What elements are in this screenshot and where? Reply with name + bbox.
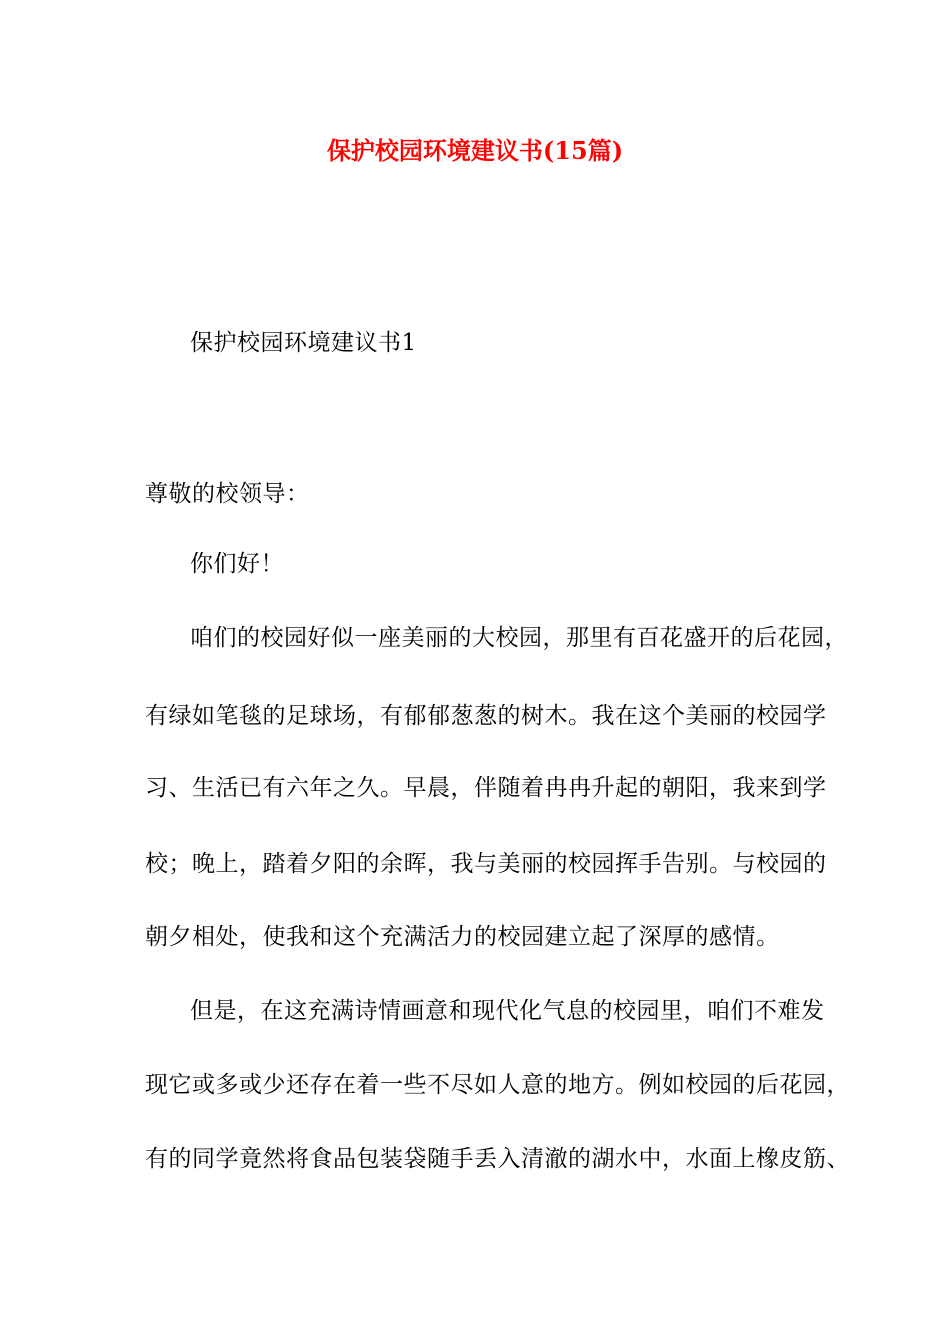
section-heading: 保护校园环境建议书1 [190, 330, 417, 356]
paragraph-1-line-1: 咱们的校园好似一座美丽的大校园，那里有百花盛开的后花园， [190, 625, 848, 651]
paragraph-2-line-3: 有的同学竟然将食品包装袋随手丢入清澈的湖水中，水面上橡皮筋、 [145, 1146, 850, 1172]
document-title: 保护校园环境建议书(15篇) [326, 136, 624, 165]
paragraph-1-line-5: 朝夕相处，使我和这个充满活力的校园建立起了深厚的感情。 [145, 924, 780, 950]
paragraph-1-line-2: 有绿如笔毯的足球场，有郁郁葱葱的树木。我在这个美丽的校园学 [145, 703, 827, 729]
paragraph-1-line-4: 校；晚上，踏着夕阳的余晖，我与美丽的校园挥手告别。与校园的 [145, 851, 827, 877]
greeting: 你们好！ [190, 551, 284, 577]
paragraph-2-line-2: 现它或多或少还存在着一些不尽如人意的地方。例如校园的后花园， [145, 1072, 850, 1098]
paragraph-1-line-3: 习、生活已有六年之久。早晨，伴随着冉冉升起的朝阳，我来到学 [145, 775, 827, 801]
salutation: 尊敬的校领导： [145, 481, 310, 507]
paragraph-2-line-1: 但是，在这充满诗情画意和现代化气息的校园里，咱们不难发 [190, 998, 825, 1024]
